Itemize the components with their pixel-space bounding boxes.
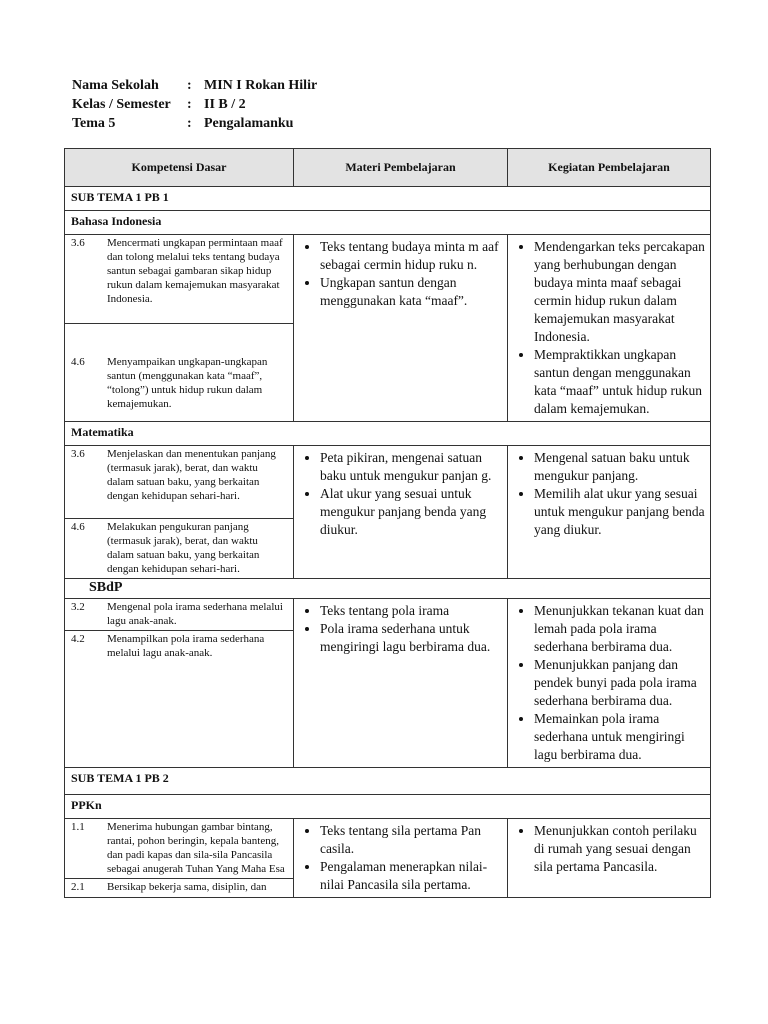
- kd-text: Menerima hubungan gambar bintang, rantai, pohon beringin, kepala banteng, dan padi kapas dan sila-sila Pancasila sebagai anugerah Tuhan Yang Maha Esa: [107, 821, 285, 875]
- header-row-class: [72, 95, 317, 114]
- kd-item: [65, 354, 293, 413]
- kd-cell: [65, 819, 294, 898]
- kd-number: 4.6: [71, 521, 85, 533]
- header-value: MIN I Rokan Hilir: [204, 78, 318, 93]
- header-separator: :: [187, 78, 192, 93]
- header-label: Tema 5: [72, 116, 116, 131]
- kd-text: Menjelaskan dan menentukan panjang (termasuk jarak), berat, dan waktu dalam satuan baku, yang berkaitan dengan kehidupan sehari-hari.: [107, 448, 276, 502]
- list-item: • Mengenal satuan baku untuk mengukur panjang.: [534, 449, 706, 485]
- kd-cell: [65, 599, 294, 768]
- table-row: [65, 599, 711, 768]
- kd-text: Mengenal pola irama sederhana melalui lagu anak-anak.: [107, 601, 283, 627]
- kd-item: [65, 519, 293, 578]
- list-item: • Teks tentang pola irama: [320, 602, 503, 620]
- kd-number: 4.2: [71, 633, 85, 645]
- materi-cell: [294, 446, 508, 579]
- subtema-heading: SUB TEMA 1 PB 1: [65, 187, 711, 211]
- materi-cell: [294, 819, 508, 898]
- list-item: • Menunjukkan tekanan kuat dan lemah pada pola irama sederhana berbirama dua.: [534, 602, 706, 656]
- kegiatan-cell: [508, 446, 711, 579]
- list-item: • Memilih alat ukur yang sesuai untuk mengukur panjang benda yang diukur.: [534, 485, 706, 539]
- subtema-heading: SUB TEMA 1 PB 2: [65, 768, 711, 795]
- table-row: [65, 819, 711, 898]
- list-item: • Alat ukur yang sesuai untuk mengukur panjang benda yang diukur.: [320, 485, 503, 539]
- kd-cell: [65, 235, 294, 422]
- list-item: • Ungkapan santun dengan menggunakan kata “maaf”.: [320, 274, 503, 310]
- kegiatan-cell: [508, 599, 711, 768]
- kd-text: Mencermati ungkapan permintaan maaf dan tolong melalui teks tentang budaya santun sebagai gambaran sikap hidup rukun dalam kemajemukan masyarakat Indonesia.: [107, 237, 283, 305]
- column-header-kegiatan: Kegiatan Pembelajaran: [508, 149, 711, 187]
- list-item: • Peta pikiran, mengenai satuan baku untuk mengukur panjan g.: [320, 449, 503, 485]
- kd-text: Bersikap bekerja sama, disiplin, dan: [107, 881, 267, 893]
- list-item: • Pola irama sederhana untuk mengiringi lagu berbirama dua.: [320, 620, 503, 656]
- table-header-row: [65, 149, 711, 187]
- kd-text: Menyampaikan ungkapan-ungkapan santun (menggunakan kata “maaf”, “tolong”) untuk hidup rukun dalam kemajemukan.: [107, 356, 268, 410]
- list-item: • Teks tentang budaya minta m aaf sebagai cermin hidup ruku n.: [320, 238, 503, 274]
- kd-text: Melakukan pengukuran panjang (termasuk jarak), berat, dan waktu dalam satuan baku, yang berkaitan dengan kehidupan sehari-hari.: [107, 521, 260, 575]
- header-label: Nama Sekolah: [72, 78, 159, 93]
- kd-item: [65, 819, 293, 878]
- list-item: • Memainkan pola irama sederhana untuk mengiringi lagu berbirama dua.: [534, 710, 706, 764]
- list-item: • Mendengarkan teks percakapan yang berhubungan dengan budaya minta maaf sebagai cermin hidup rukun dalam kemajemukan masyarakat Indonesia.: [534, 238, 706, 346]
- kd-item: [65, 879, 293, 896]
- table-row: [65, 235, 711, 422]
- header-value: II B / 2: [204, 97, 246, 112]
- kd-number: 3.2: [71, 601, 85, 613]
- kd-number: 3.6: [71, 237, 85, 249]
- kegiatan-cell: [508, 819, 711, 898]
- kd-number: 2.1: [71, 881, 85, 893]
- subject-heading-bahasa-indonesia: Bahasa Indonesia: [65, 211, 711, 235]
- document-header: [72, 76, 317, 133]
- list-item: • Menunjukkan panjang dan pendek bunyi pada pola irama sederhana berbirama dua.: [534, 656, 706, 710]
- kd-text: Menampilkan pola irama sederhana melalui lagu anak-anak.: [107, 633, 265, 659]
- header-row-theme: [72, 114, 317, 133]
- kd-item: [65, 599, 293, 630]
- kd-number: 1.1: [71, 821, 85, 833]
- header-value: Pengalamanku: [204, 116, 294, 131]
- kd-item: [65, 446, 293, 505]
- column-header-kompetensi: Kompetensi Dasar: [65, 149, 294, 187]
- header-row-school: [72, 76, 317, 95]
- materi-cell: [294, 599, 508, 768]
- materi-cell: [294, 235, 508, 422]
- kd-item: [65, 235, 293, 308]
- list-item: • Teks tentang sila pertama Pan casila.: [320, 822, 503, 858]
- kd-number: 4.6: [71, 356, 85, 368]
- lesson-plan-table: [64, 148, 711, 898]
- subject-heading-matematika: Matematika: [65, 422, 711, 446]
- subject-heading-sbdp: SBdP: [65, 579, 711, 599]
- kd-cell: [65, 446, 294, 579]
- subject-heading-ppkn: PPKn: [65, 795, 711, 819]
- list-item: • Mempraktikkan ungkapan santun dengan menggunakan kata “maaf” untuk hidup rukun dalam kemajemukan.: [534, 346, 706, 418]
- header-separator: :: [187, 116, 192, 131]
- kd-number: 3.6: [71, 448, 85, 460]
- table-row: [65, 446, 711, 579]
- list-item: • Menunjukkan contoh perilaku di rumah yang sesuai dengan sila pertama Pancasila.: [534, 822, 706, 876]
- column-header-materi: Materi Pembelajaran: [294, 149, 508, 187]
- header-label: Kelas / Semester: [72, 97, 171, 112]
- kegiatan-cell: [508, 235, 711, 422]
- list-item: • Pengalaman menerapkan nilai-nilai Pancasila sila pertama.: [320, 858, 503, 894]
- header-separator: :: [187, 97, 192, 112]
- kd-item: [65, 631, 293, 662]
